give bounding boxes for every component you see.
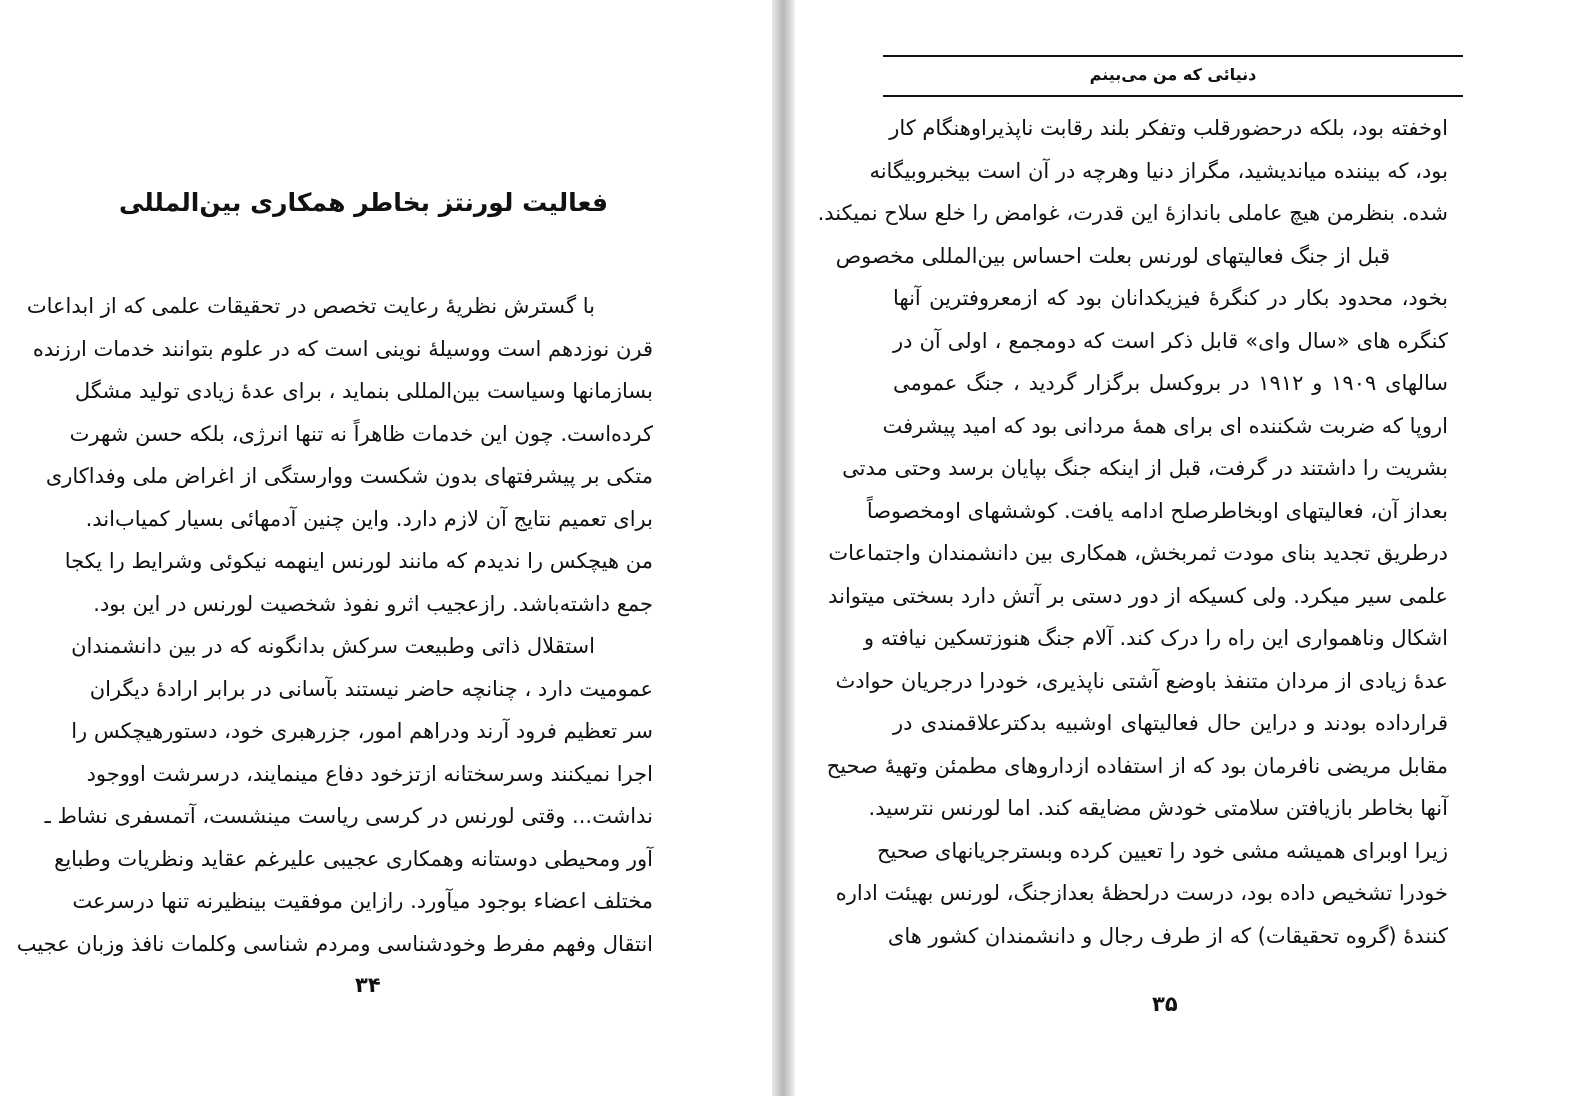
text-line: سر تعظیم فرود آرند ودراهم امور، جزرهبری خود، دستورهیچکس را: [71, 719, 653, 743]
text-line: برای تعمیم نتایج آن لازم دارد. واین چنین آدمهائی بسیار کمیاب‌اند.: [85, 506, 653, 531]
text-line: بخود، محدود بکار در کنگرهٔ فیزیکدانان بود که ازمعروفترین آنها: [893, 286, 1448, 310]
text-line: جمع داشته‌باشد. رازعجیب اثرو نفوذ شخصیت لورنس در این بود.: [93, 591, 653, 616]
text-line: بسازمانها وسیاست بین‌المللی بنماید ، برای عدهٔ زیادی تولید مشگل: [74, 379, 653, 403]
left-page: [0, 0, 772, 1096]
text-line: سالهای ۱۹۰۹ و ۱۹۱۲ در بروکسل برگزار گردید ، جنگ عمومی: [893, 371, 1448, 395]
text-line: قرارداده بودند و دراین حال فعالیتهای اوشبیه بدکترعلاقمندی در: [893, 711, 1448, 735]
text-line: من هیچکس را ندیدم که مانند لورنس اینهمه نیکوئی وشرایط را یکجا: [64, 549, 653, 573]
text-line: قرن نوزدهم است ووسیلهٔ نوینی است که در علوم بتوانند خدمات ارزنده: [32, 336, 653, 361]
text-line: اجرا نمیکنند وسرسختانه ازتزخود دفاع مینمایند، درسرشت اووجود: [86, 761, 653, 786]
running-header-title: دنیائی که من می‌بینم: [1089, 65, 1257, 84]
text-line: زیرا اوبرای همیشه مشی خود را تعیین کرده وبسترجریانهای صحیح: [876, 838, 1448, 863]
text-line: درطریق تجدید بنای مودت ثمربخش، همکاری بین دانشمندان واجتماعات: [828, 541, 1448, 565]
text-line: کنگره های «سال وای» قابل ذکر است که دومجمع ، اولی آن در: [893, 328, 1448, 353]
text-line: عمومیت دارد ، چنانچه حاضر نیستند بآسانی در برابر ارادهٔ دیگران: [89, 676, 653, 701]
text-line: علمی سیر میکرد. ولی کسیکه از دور دستی بر آتش دارد بسختی میتواند: [828, 583, 1448, 608]
text-line: آور ومحیطی دوستانه وهمکاری عجیبی علیرغم عقاید ونظریات وطبایع: [54, 846, 653, 871]
page-number: ۳۵: [1152, 992, 1178, 1016]
text-line: استقلال ذاتی وطبیعت سرکش بدانگونه که در بین دانشمندان: [71, 634, 595, 658]
text-line: مختلف اعضاء بوجود میآورد. رازاین موفقیت بینظیرنه تنها درسرعت: [72, 889, 653, 913]
page-number: ۳۴: [355, 973, 381, 997]
text-line: متکی بر پیشرفتهای بدون شکست ووارستگی از اغراض ملی وفداکاری: [45, 464, 653, 488]
text-line: مقابل مریضی نافرمان بود که از استفاده ازداروهای مطمئن وتهیهٔ صحیح: [826, 753, 1448, 778]
text-line: کرده‌است. چون این خدمات ظاهراً نه تنها انرژی، بلکه حسن شهرت: [69, 421, 653, 446]
text-line: با گسترش نظریهٔ رعایت تخصص در تحقیقات علمی که از ابداعات: [26, 294, 595, 318]
running-header: [883, 55, 1463, 97]
text-line: بعداز آن، فعالیتهای اوبخاطرصلح ادامه یافت. کوششهای اومخصوصاً: [866, 498, 1448, 523]
text-line: عدهٔ زیادی از مردان متنفذ باوضع آشتی ناپذیری، خودرا درجریان حوادث: [835, 668, 1448, 693]
text-line: آنها بخاطر بازیافتن سلامتی خودش مضایقه کند. اما لورنس نترسید.: [868, 796, 1448, 820]
text-line: نداشت... وقتی لورنس در کرسی ریاست مینشست، آتمسفری نشاط ـ: [44, 804, 653, 828]
text-line: شده. بنظرمن هیچ عاملی باندازهٔ این قدرت، غوامض را خلع سلاح نمیکند.: [817, 201, 1448, 225]
text-line: اشکال وناهمواری این راه را درک کند. آلام جنگ هنوزتسکین نیافته و: [863, 626, 1448, 650]
text-line: بود، که بیننده میاندیشید، مگراز دنیا وهرچه در آن است بیخبروبیگانه: [869, 158, 1448, 183]
text-line: خودرا تشخیص داده بود، درست درلحظهٔ بعدازجنگ، لورنس بهیئت اداره: [835, 881, 1448, 905]
chapter-title: فعالیت لورنتز بخاطر همکاری بین‌المللی: [118, 188, 608, 217]
text-line: بشریت را داشتند در گرفت، قبل از اینکه جنگ بپایان برسد وحتی مدتی: [842, 456, 1448, 480]
book-gutter: [772, 0, 795, 1096]
right-page-body: [817, 107, 1448, 957]
text-line: اروپا که ضربت شکننده ای برای همهٔ مردانی بود که امید پیشرفت: [882, 413, 1448, 438]
left-page-body: [16, 285, 653, 965]
text-line: کنندهٔ (گروه تحقیقات) که از طرف رجال و دانشمندان کشور های: [887, 923, 1448, 948]
text-line: انتقال وفهم مفرط وخودشناسی ومردم شناسی وکلمات نافذ وزبان عجیب: [16, 931, 653, 956]
text-line: قبل از جنگ فعالیتهای لورنس بعلت احساس بین‌المللی مخصوص: [835, 243, 1390, 268]
text-line: اوخفته بود، بلکه درحضورقلب وتفکر بلند رقابت ناپذیراوهنگام کار: [889, 116, 1448, 140]
